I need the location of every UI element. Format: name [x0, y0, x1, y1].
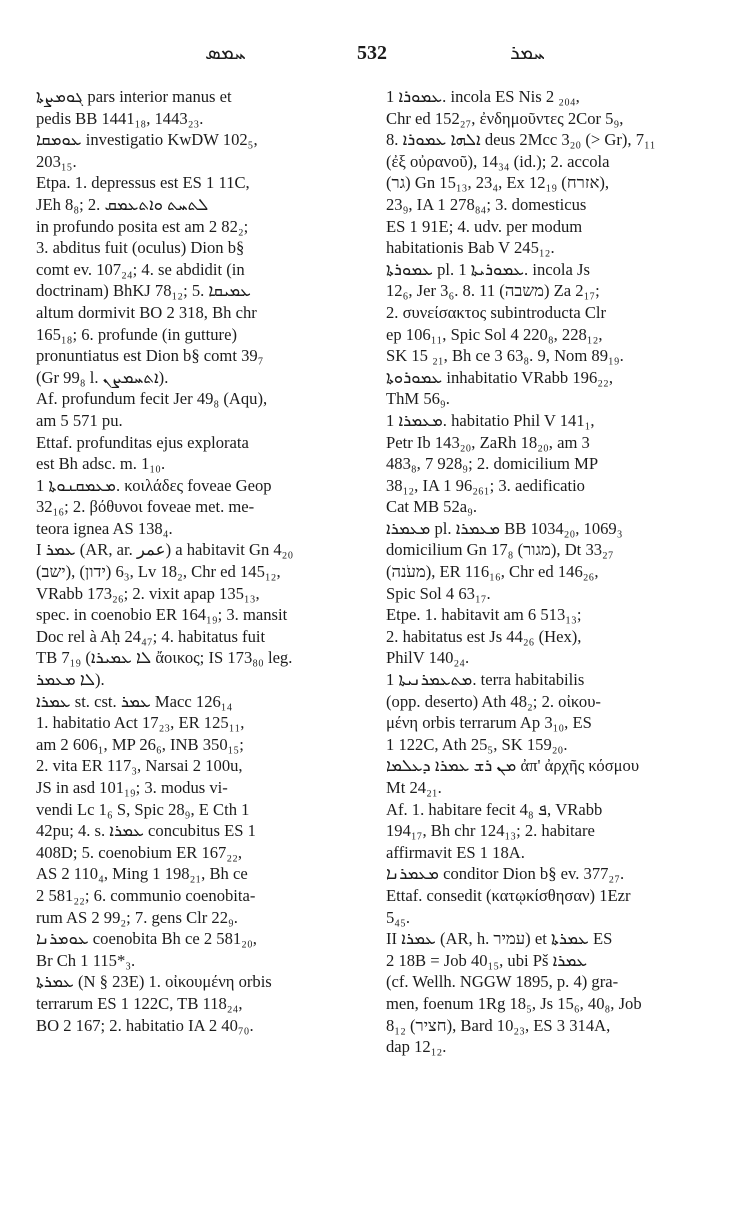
text-line: ܠܐ ܡܥܡܪ). — [36, 670, 105, 690]
text-line: rum AS 2 99₂; 7. gens Clr 22₉. — [36, 907, 238, 927]
text-line: est Bh adsc. m. 1₁₀. — [36, 454, 166, 474]
text-line: ThM 56₉. — [386, 389, 450, 409]
text-line: ܓܘܡܨܬܐ pars interior manus et — [36, 87, 232, 106]
text-line: Af. 1. habitare fecit ܦ 4₈, VRabb — [386, 799, 603, 819]
text-line: vendi Lc 1₆ S, Spic 28₉, E Cth 1 — [36, 799, 250, 819]
text-line: in profundo posita est am 2 82₂; — [36, 216, 249, 236]
text-line: 5₄₅. — [386, 907, 411, 927]
text-line: ܡܥܡܪܐ pl. ܡܥܡܪܐ BB 1034₂₀, 1069₃ — [386, 518, 623, 538]
text-line: am 5 571 pu. — [36, 410, 123, 430]
text-line: dap 12₁₂. — [386, 1037, 447, 1057]
text-line: affirmavit ES 1 18A. — [386, 842, 525, 862]
text-line: 2. vita ER 117₃, Narsai 2 100u, — [36, 756, 243, 776]
text-line: ܥܘܡܪܢܐ coenobita Bh ce 2 581₂₀, — [36, 929, 257, 949]
text-line: (מעֹנה), ER 116₁₆, Chr ed 146₂₆, — [386, 562, 599, 582]
text-line: JS in asd 101₁₉; 3. modus vi- — [36, 778, 228, 797]
text-line: (ישב), 6₃ (ידון), Lv 18₂, Chr ed 145₁₂, — [36, 562, 281, 582]
text-line: II ܥܡܪܐ (AR, h. עמיר) et ܥܡܪܬܐ ES — [386, 929, 613, 949]
text-line: 2. συνείσακτος subintroducta Clr — [386, 302, 607, 322]
text-line: habitationis Bab V 245₁₂. — [386, 238, 555, 258]
text-line: men, foenum 1Rg 18₅, Js 15₆, 40₈, Job — [386, 993, 642, 1013]
text-line: (ἐξ οὐρανοῦ), 14₃₄ (id.); 2. accola — [386, 151, 610, 171]
text-line: ܥܘܡܩܐ investigatio KwDW 102₅, — [36, 130, 258, 150]
text-line: 2. habitatus est Js 44₂₆ (Hex), — [386, 626, 582, 646]
text-line: JEh 8₈; 2. ܠܬܚܬ ܘܐܬܥܡܩ — [36, 194, 209, 214]
text-line: ES 1 91E; 4. udv. per modum — [386, 216, 583, 236]
text-line: 2 581₂₂; 6. communio coenobita- — [36, 885, 256, 905]
text-line: terrarum ES 1 122C, TB 118₂₄, — [36, 993, 243, 1013]
left-column — [36, 86, 371, 1036]
text-line: BO 2 167; 2. habitatio IA 2 40₇₀. — [36, 1015, 254, 1035]
text-line: Br Ch 1 115*₃. — [36, 950, 136, 970]
text-line: ܡܥܡܪܐ 1. habitatio Phil V 141₁, — [386, 410, 595, 430]
text-line: ܡܥܡܩܢܘܬܐ 1. κοιλάδες foveae Geop — [36, 475, 272, 495]
text-line: 203₁₅. — [36, 151, 77, 171]
text-line: Spic Sol 4 63₁₇. — [386, 583, 491, 603]
text-line: 8₁₂ (חציר), Bard 10₂₃, ES 3 314A, — [386, 1015, 611, 1035]
text-line: 3. abditus fuit (oculus) Dion b§ — [36, 238, 245, 258]
text-line: Ettaf. profunditas ejus explorata — [36, 432, 249, 452]
text-line: 1 122C, Ath 25₅, SK 159₂₀. — [386, 734, 568, 754]
text-line: ܡܥܡܪܢܐ conditor Dion b§ ev. 377₂₇. — [386, 864, 625, 884]
text-line: 42pu; 4. s. ܥܡܪܐ concubitus ES 1 — [36, 821, 256, 841]
text-line: Doc rel à Aḥ 24₄₇; 4. habitatus fuit — [36, 626, 266, 646]
text-line: (cf. Wellh. NGGW 1895, p. 4) gra- — [386, 972, 619, 992]
text-line: 2 18B = Job 40₁₅, ubi Pš ܥܡܪܐ — [386, 950, 588, 970]
text-line: Chr ed 152₂₇, ἐνδημοῦντες 2Cor 5₉, — [386, 108, 624, 128]
text-line: 23₉, IA 1 278₈₄; 3. domesticus — [386, 194, 587, 214]
text-line: (opp. deserto) Ath 48₂; 2. οἰκου- — [386, 691, 601, 711]
text-line: ܥܡܪܐ st. cst. ܥܡܪ Macc 126₁₄ — [36, 691, 233, 711]
text-line: ep 106₁₁, Spic Sol 4 220₈, 228₁₂, — [386, 324, 603, 344]
text-line: 8. ܐܠܗܐ ܥܡܘܪܐ deus 2Mcc 3₂₀ (> Gr), 7₁₁ — [386, 130, 656, 150]
text-line: AS 2 110₄, Ming 1 198₂₁, Bh ce — [36, 864, 248, 884]
text-line: 408D; 5. coenobium ER 167₂₂, — [36, 842, 243, 862]
text-line: 32₁₆; 2. βόθυνοι foveae met. me- — [36, 497, 255, 517]
text-line: (גר) Gn 15₁₃, 23₄, Ex 12₁₉ (אזרח), — [386, 173, 610, 193]
text-line: 12₆, Jer 3₆. 8. 11 (משבה) Za 2₁₇; — [386, 281, 600, 301]
text-line: ܥܡܪܬܐ (N § 23E) 1. οἰκουμένη orbis — [36, 972, 272, 992]
text-line: altum dormivit BO 2 318, Bh chr — [36, 302, 257, 322]
text-line: pronuntiatus est Dion b§ comt 39₇ — [36, 346, 264, 366]
text-line: Petr Ib 143₂₀, ZaRh 18₂₀, am 3 — [386, 432, 590, 452]
text-line: 38₁₂, IA 1 96₂₆₁; 3. aedificatio — [386, 475, 585, 495]
text-line: Etpa. 1. depressus est ES 1 11C, — [36, 173, 250, 193]
text-line: Mt 24₂₁. — [386, 778, 442, 797]
text-line: 1. habitatio Act 17₂₃, ER 125₁₁, — [36, 713, 245, 733]
text-line: Af. profundum fecit Jer 49₈ (Aqu), — [36, 389, 268, 409]
text-line: teora ignea AS 138₄. — [36, 518, 173, 538]
text-line: TB 7₁₉ (ܠܐ ܥܡܝܪܐ ἄοικος; IS 173₈₀ leg. — [36, 648, 293, 668]
running-head-right: ܚܡܪ — [510, 42, 545, 64]
text-line: am 2 606₁, MP 26₆, INB 350₁₅; — [36, 734, 244, 754]
text-line: pedis BB 1441₁₈, 1443₂₃. — [36, 108, 204, 128]
running-head-left: ܚܡܣ — [205, 42, 246, 64]
text-line: Etpe. 1. habitavit am 6 513₁₃; — [386, 605, 582, 625]
text-line: spec. in coenobio ER 164₁₉; 3. mansit — [36, 605, 288, 625]
text-line: domicilium Gn 17₈ (מגור), Dt 33₂₇ — [386, 540, 614, 560]
text-line: ܡܢ ܪܫ ܥܡܪܐ ܕܥܠܡܐ ἀπ' ἀρχῆς κόσμου — [386, 756, 640, 776]
text-line: 483₈, 7 928₉; 2. domicilium MP — [386, 454, 599, 474]
page-number: 532 — [357, 42, 387, 64]
text-line: (Gr 99₈ l. ܐܬܚܡܨܢ). — [36, 367, 169, 387]
text-line: SK 15 ₂₁, Bh ce 3 63₈. 9, Nom 89₁₉. — [386, 346, 624, 366]
text-line: Ettaf. consedit (κατῳκίσθησαν) 1Ezr — [386, 885, 631, 905]
text-line: VRabb 173₂₆; 2. vixit apap 135₁₃, — [36, 583, 260, 603]
text-line: doctrinam) BhKJ 78₁₂; 5. ܥܡܝܩܐ — [36, 281, 251, 301]
text-line: ܥܡܘܪܐ 1. incola ES Nis 2 ₂₀₄, — [386, 87, 580, 106]
text-line: Cat MB 52a₉. — [386, 497, 478, 517]
text-line: 165₁₈; 6. profunde (in gutture) — [36, 324, 237, 344]
text-line: μένη orbis terrarum Ap 3₁₀, ES — [386, 713, 592, 733]
right-column — [386, 86, 724, 1058]
text-line: I ܥܡܪ (AR, ar. عمر) a habitavit Gn 4₂₀ — [36, 540, 294, 560]
text-line: 194₁₇, Bh chr 124₁₃; 2. habitare — [386, 821, 595, 841]
text-line: ܥܡܘܪܬܐ pl. ܥܡܘܪܝܬܐ 1. incola Js — [386, 259, 590, 279]
text-line: comt ev. 107₂₄; 4. se abdidit (in — [36, 259, 245, 279]
text-line: PhilV 140₂₄. — [386, 648, 470, 668]
text-line: ܡܬܥܡܪܢܝܬܐ 1. terra habitabilis — [386, 670, 585, 690]
text-line: ܥܡܘܪܘܬܐ inhabitatio VRabb 196₂₂, — [386, 367, 613, 387]
